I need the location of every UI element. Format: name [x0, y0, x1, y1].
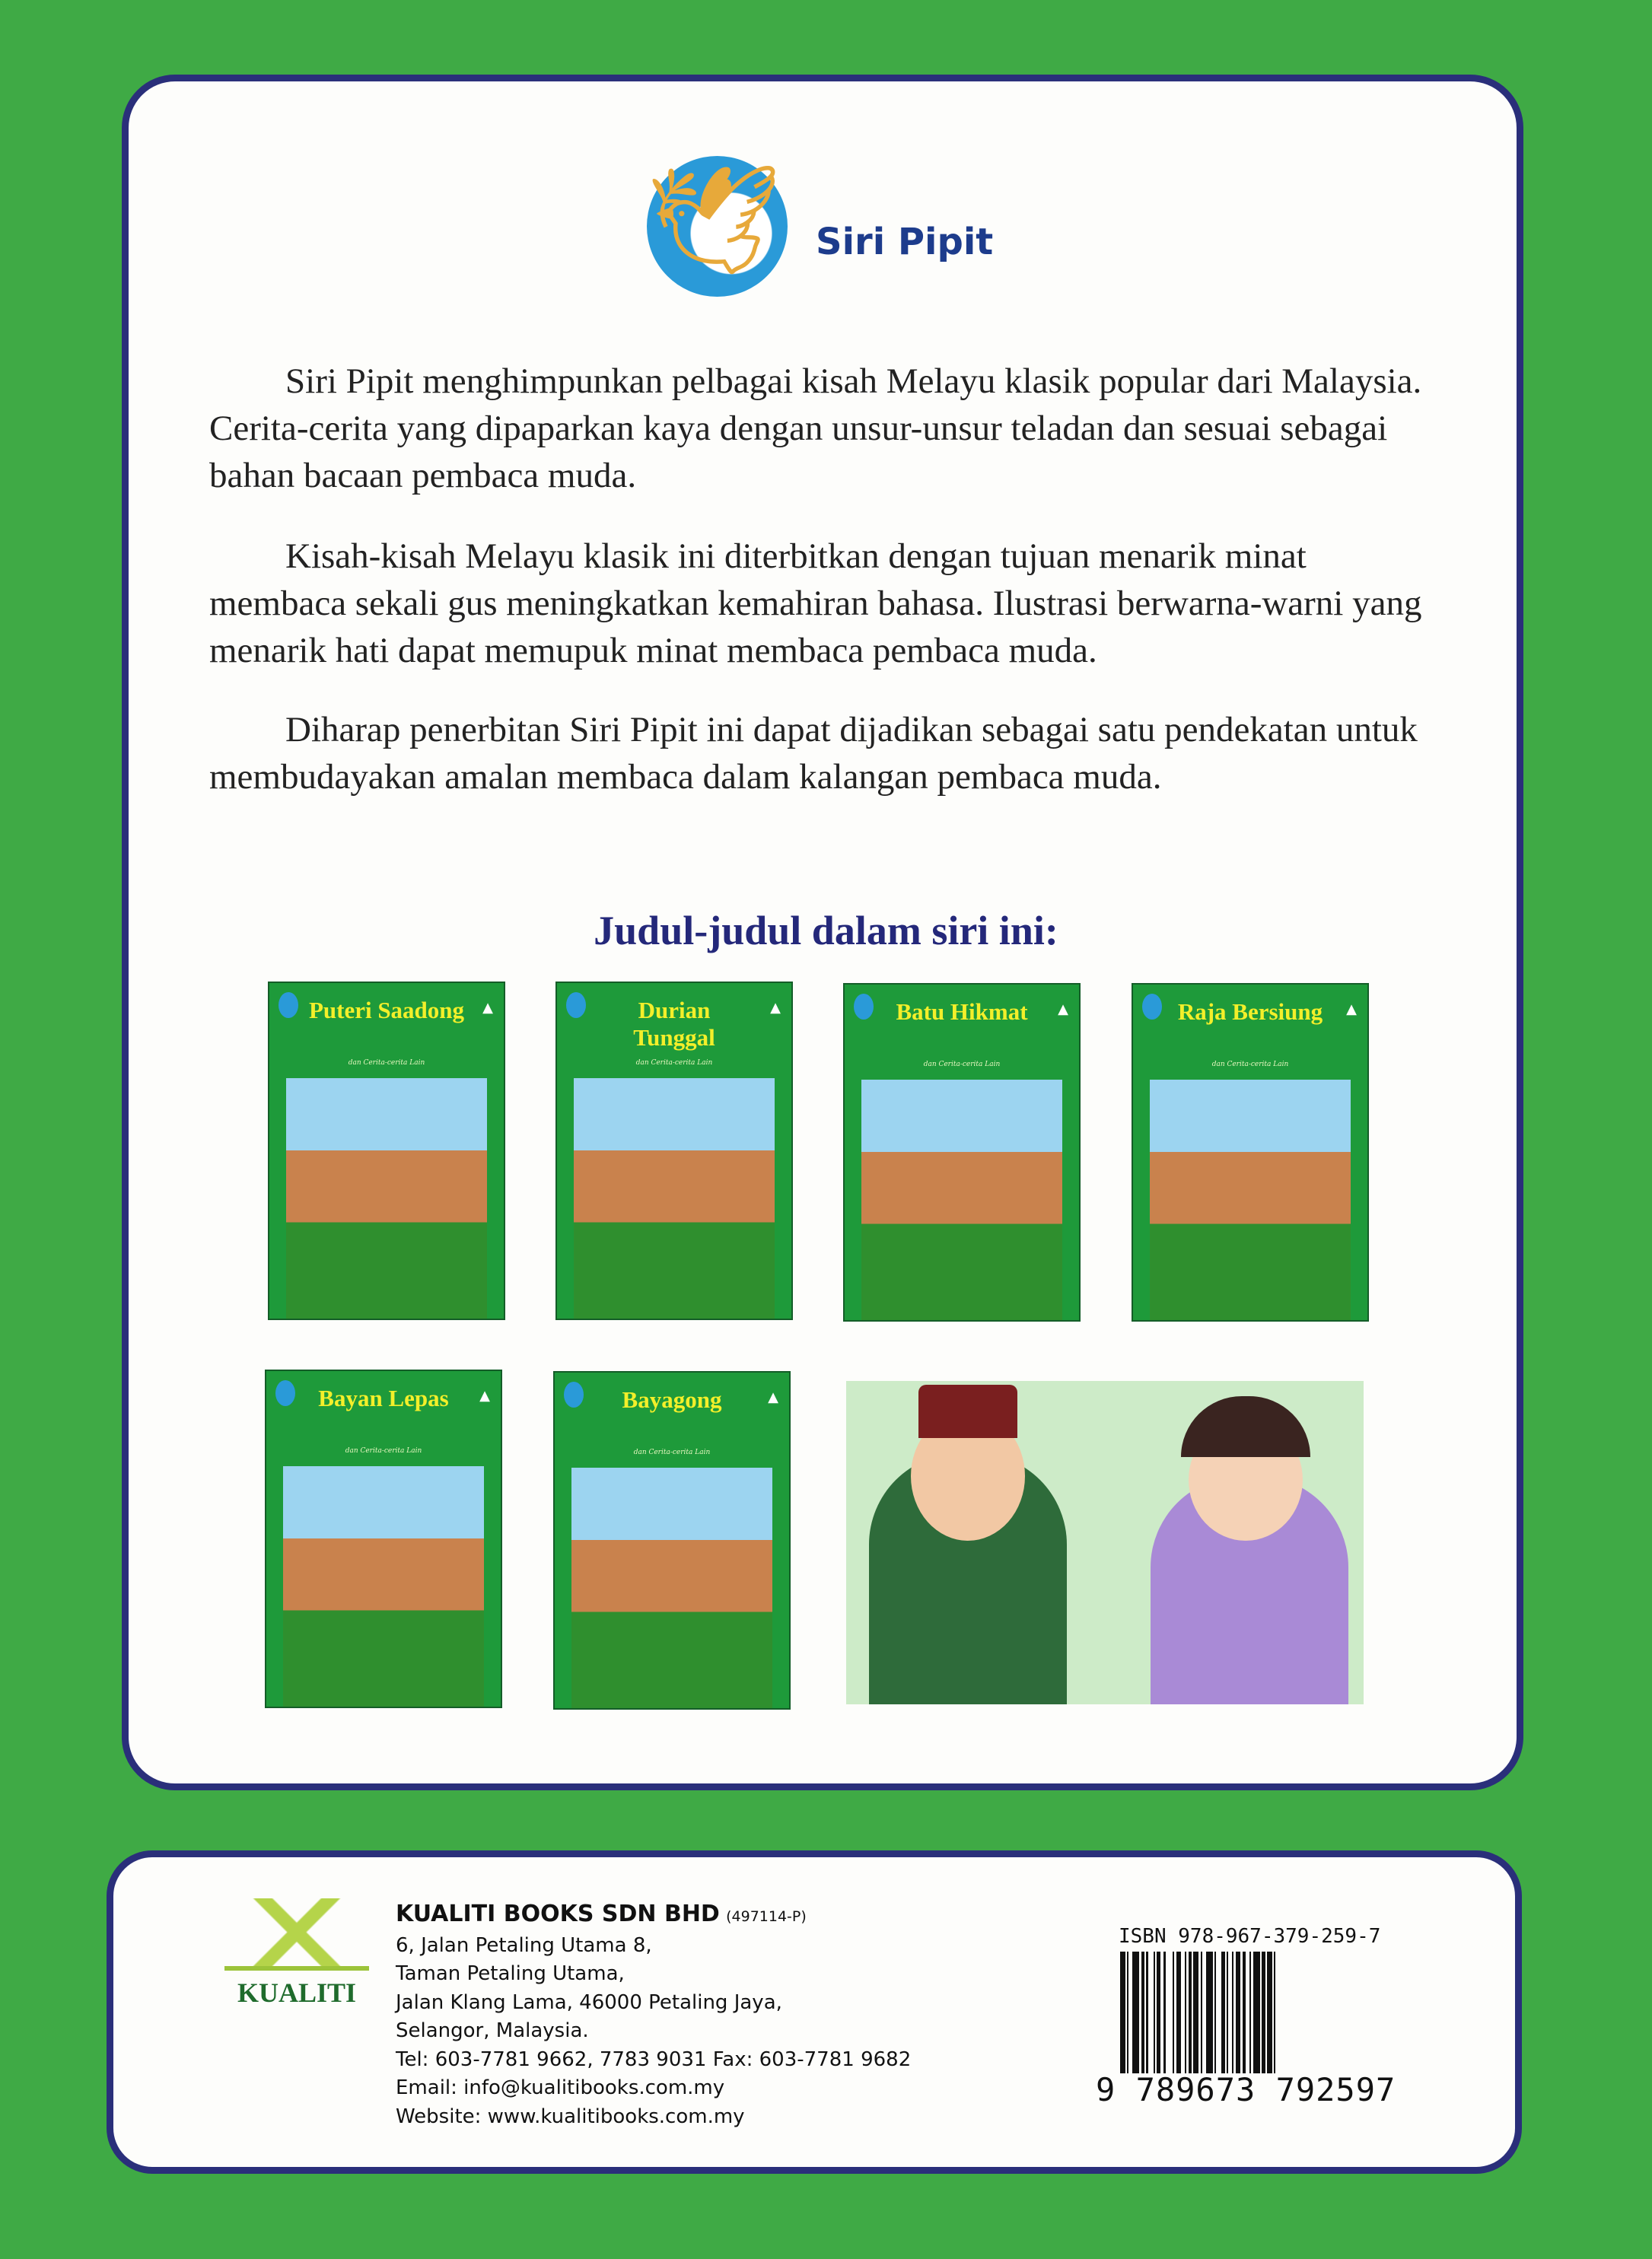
pipit-logo-icon	[1142, 994, 1162, 1020]
book-subtitle: dan Cerita-cerita Lain	[348, 1059, 425, 1067]
cover-illustration	[286, 1078, 487, 1319]
cover-illustration	[1150, 1080, 1351, 1320]
barcode-bar	[1253, 1952, 1260, 2073]
cover-illustration	[574, 1078, 775, 1319]
bird-icon: ▲	[1346, 1001, 1357, 1017]
pipit-logo-icon	[854, 994, 874, 1020]
book-subtitle: dan Cerita-cerita Lain	[633, 1449, 711, 1456]
book-cover	[555, 982, 793, 1320]
book-title: Raja Bersiung	[1177, 998, 1323, 1025]
cover-illustration	[861, 1080, 1062, 1320]
publisher-logo-text: KUALITI	[237, 1977, 357, 2008]
bird-icon: ▲	[482, 1000, 493, 1016]
pipit-logo-icon	[564, 1382, 584, 1408]
paragraph-2: Kisah-kisah Melayu klasik ini diterbitkan dengan tujuan menarik minat membaca sekali gus meningkatkan kemahiran bahasa. Ilustrasi berwarna-warni yang menarik hati dapat memupuk minat membaca pembaca muda.	[209, 536, 1422, 670]
book-title: Durian Tunggal	[633, 997, 715, 1051]
barcode-bar	[1193, 1952, 1198, 2073]
bird-icon: ▲	[1058, 1001, 1068, 1017]
barcode-bar	[1132, 1952, 1139, 2073]
barcode-bar	[1275, 1952, 1279, 2073]
bird-icon: ▲	[768, 1389, 778, 1405]
barcode-bar	[1236, 1952, 1241, 2073]
book-cover	[553, 1371, 791, 1710]
barcode	[1120, 1952, 1400, 2073]
book-cover	[1132, 983, 1369, 1322]
barcode-bar	[1148, 1952, 1154, 2073]
bird-icon: 🕊	[646, 158, 781, 282]
barcode-bar	[1267, 1952, 1272, 2073]
publisher-logo	[224, 1898, 369, 2009]
book-title: Bayan Lepas	[318, 1385, 449, 1411]
paragraph-1: Siri Pipit menghimpunkan pelbagai kisah Melayu klasik popular dari Malaysia. Cerita-cerita yang dipaparkan kaya dengan unsur-unsur teladan dan sesuai sebagai bahan bacaan pembaca muda.	[209, 361, 1422, 495]
book-subtitle: dan Cerita-cerita Lain	[635, 1059, 713, 1067]
barcode-bar	[1176, 1952, 1182, 2073]
book-title: Batu Hikmat	[896, 998, 1028, 1025]
publisher-name: KUALITI BOOKS SDN BHD	[396, 1901, 720, 1927]
book-title: Puteri Saadong	[308, 997, 465, 1023]
book-subtitle: dan Cerita-cerita Lain	[345, 1447, 422, 1455]
barcode-bar	[1216, 1952, 1221, 2073]
bird-icon: ▲	[479, 1388, 490, 1404]
book-subtitle: dan Cerita-cerita Lain	[923, 1061, 1001, 1068]
address-line: Taman Petaling Utama,	[396, 1962, 625, 1985]
pipit-logo-icon	[279, 992, 298, 1018]
publisher-email: Email: info@kualitibooks.com.my	[396, 2076, 725, 2099]
address-line: 6, Jalan Petaling Utama 8,	[396, 1933, 652, 1957]
book-cover	[268, 982, 505, 1320]
series-title: Siri Pipit	[816, 221, 994, 263]
book-subtitle: dan Cerita-cerita Lain	[1211, 1061, 1289, 1068]
book-title: Bayagong	[622, 1386, 722, 1413]
pipit-logo-icon	[275, 1380, 295, 1406]
paragraph-3: Diharap penerbitan Siri Pipit ini dapat dijadikan sebagai satu pendekatan untuk membudayakan amalan membaca dalam kalangan pembaca muda.	[209, 710, 1418, 797]
isbn-text: ISBN 978-967-379-259-7	[1119, 1925, 1381, 1948]
book-cover	[843, 983, 1081, 1322]
book-cover	[265, 1370, 502, 1708]
pipit-logo-icon	[566, 992, 586, 1018]
cover-illustration	[571, 1468, 772, 1708]
bird-icon: ▲	[770, 1000, 781, 1016]
publisher-phone: Tel: 603-7781 9662, 7783 9031 Fax: 603-7781 9682	[396, 2047, 912, 2071]
address-line: Jalan Klang Lama, 46000 Petaling Jaya,	[396, 1990, 782, 2014]
address-line: Selangor, Malaysia.	[396, 2019, 589, 2042]
barcode-bar	[1206, 1952, 1213, 2073]
publisher-website: Website: www.kualitibooks.com.my	[396, 2105, 745, 2128]
titles-heading: Judul-judul dalam siri ini:	[594, 908, 1058, 953]
publisher-reg: (497114-P)	[726, 1908, 807, 1925]
cover-illustration	[283, 1466, 484, 1707]
barcode-bar	[1120, 1952, 1125, 2073]
publisher-address-block	[396, 1900, 911, 2131]
open-book-icon	[224, 1898, 369, 1971]
story-illustration	[846, 1381, 1364, 1704]
barcode-number: 9 789673 792597	[1096, 2071, 1396, 2108]
barcode-bar	[1166, 1952, 1173, 2073]
